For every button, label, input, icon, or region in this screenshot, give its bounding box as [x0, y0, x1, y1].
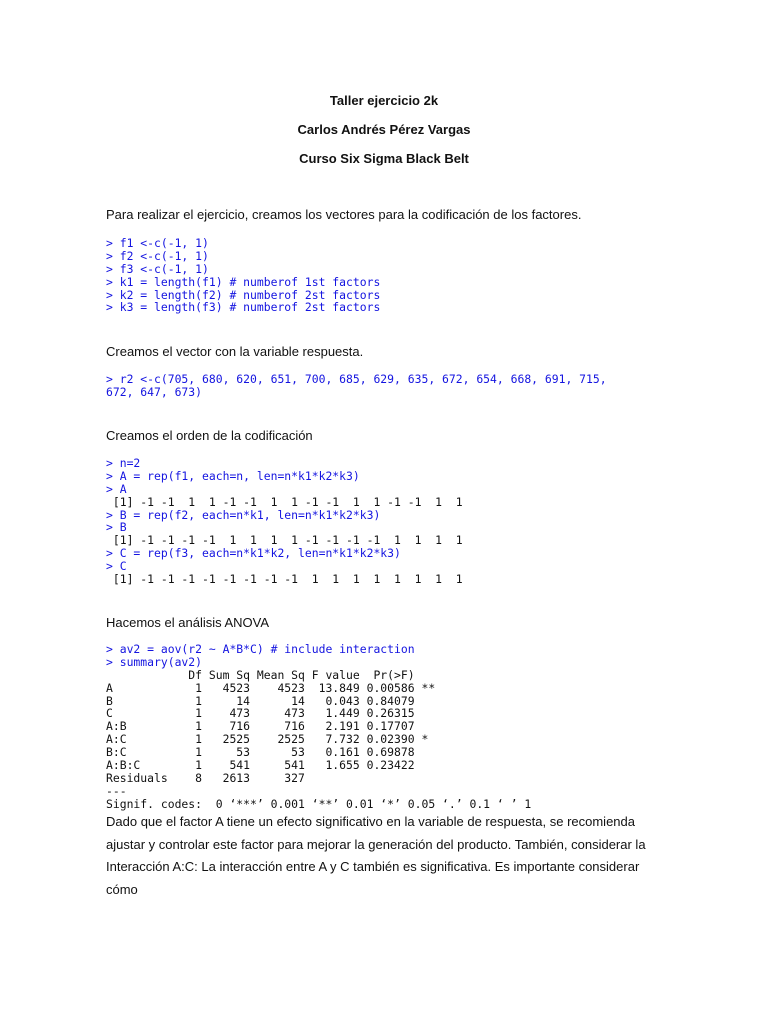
code-output-line: [1] -1 -1 -1 -1 -1 -1 -1 -1 1 1 1 1 1 1 1 1 — [106, 572, 463, 587]
code-command-line: > f1 <-c(-1, 1) — [106, 236, 209, 250]
section3-paragraph: Creamos el orden de la codificación — [106, 428, 313, 443]
code-output-line: A:B 1 716 716 2.191 0.17707 — [106, 719, 436, 734]
code-command-line: > summary(av2) — [106, 654, 203, 669]
code-command-line: > A = rep(f1, each=n, len=n*k1*k2*k3) — [106, 468, 360, 483]
code-output-line: [1] -1 -1 -1 -1 1 1 1 1 -1 -1 -1 -1 1 1 1 1 — [106, 533, 463, 548]
code-command-line: > A — [106, 481, 127, 496]
section1-paragraph: Para realizar el ejercicio, creamos los vectores para la codificación de los factores. — [106, 207, 582, 222]
course-name: Curso Six Sigma Black Belt — [299, 151, 469, 166]
code-command-line: > C = rep(f3, each=n*k1*k2, len=n*k1*k2*k3) — [106, 546, 401, 561]
code-output-line: Df Sum Sq Mean Sq F value Pr(>F) — [106, 667, 436, 682]
code-output-line: A:B:C 1 541 541 1.655 0.23422 — [106, 758, 436, 773]
section1-code-block — [106, 237, 380, 314]
author-name: Carlos Andrés Pérez Vargas — [297, 122, 471, 137]
code-output-line: B:C 1 53 53 0.161 0.69878 — [106, 745, 436, 760]
code-output-line: [1] -1 -1 1 1 -1 -1 1 1 -1 -1 1 1 -1 -1 1 1 — [106, 494, 463, 509]
section3-code-block — [106, 457, 463, 586]
code-command-line: 672, 647, 673) — [106, 384, 203, 399]
code-command-line: > B — [106, 520, 127, 535]
section2-paragraph: Creamos el vector con la variable respuesta. — [106, 344, 364, 359]
code-command-line: > f2 <-c(-1, 1) — [106, 248, 209, 263]
code-output-line: --- — [106, 783, 127, 798]
code-command-line: > B = rep(f2, each=n*k1, len=n*k1*k2*k3) — [106, 507, 381, 522]
code-command-line: > C — [106, 559, 127, 574]
code-command-line: > r2 <-c(705, 680, 620, 651, 700, 685, 629, 635, 672, 654, 668, 691, 715, — [106, 372, 607, 386]
document-title: Taller ejercicio 2k — [329, 93, 439, 108]
code-command-line: > f3 <-c(-1, 1) — [106, 261, 209, 276]
conclusion-paragraph: Dado que el factor A tiene un efecto significativo en la variable de respuesta, se recomienda ajustar y controlar este factor para mejorar la generación del producto. También, considerar la Interacción A:C: La interacción entre A y C también es significativa. Es importante considerar cómo — [106, 814, 646, 897]
code-command-line: > n=2 — [106, 456, 141, 470]
code-command-line: > k3 = length(f3) # numberof 2st factors — [106, 300, 381, 315]
code-output-line: A 1 4523 4523 13.849 0.00586 ** — [106, 680, 436, 695]
code-command-line: > av2 = aov(r2 ~ A*B*C) # include interaction — [106, 642, 415, 656]
code-command-line: > k2 = length(f2) # numberof 2st factors — [106, 287, 381, 302]
code-command-line: > k1 = length(f1) # numberof 1st factors — [106, 274, 381, 289]
code-output-line: C 1 473 473 1.449 0.26315 — [106, 706, 436, 721]
code-output-line: B 1 14 14 0.043 0.84079 — [106, 693, 436, 708]
anova-code-block — [106, 643, 531, 811]
code-output-line: Signif. codes: 0 ‘***’ 0.001 ‘**’ 0.01 ‘*’ 0.05 ‘.’ 0.1 ‘ ’ 1 — [106, 796, 532, 811]
section2-code-block — [106, 373, 607, 399]
code-output-line: Residuals 8 2613 327 — [106, 770, 436, 785]
code-output-line: A:C 1 2525 2525 7.732 0.02390 * — [106, 732, 436, 747]
section4-paragraph: Hacemos el análisis ANOVA — [106, 615, 270, 630]
